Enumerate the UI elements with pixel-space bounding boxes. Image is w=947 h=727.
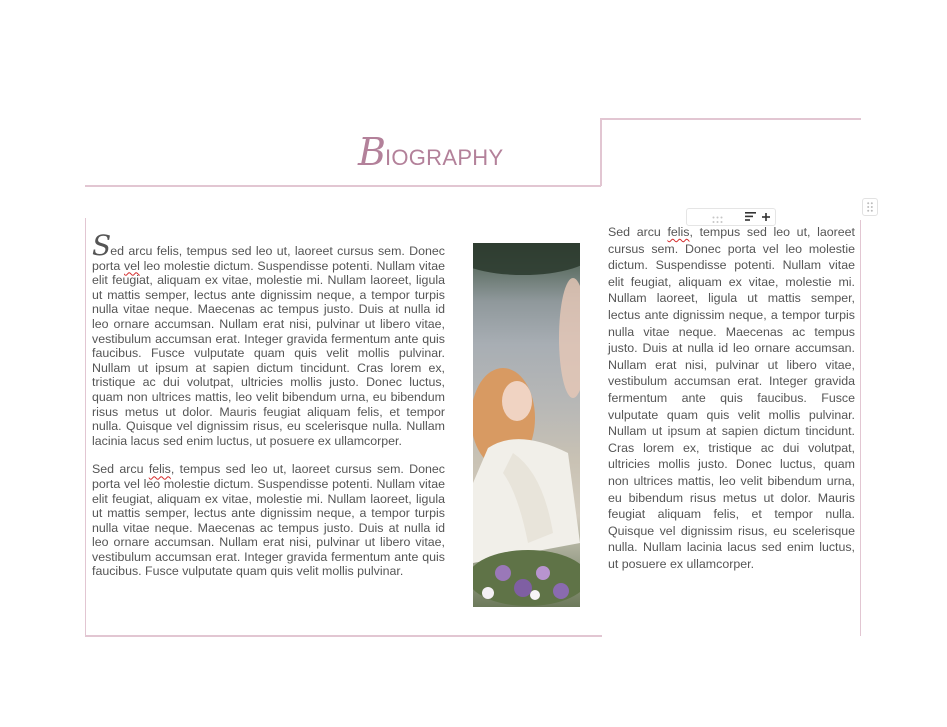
right-block-border	[860, 220, 861, 636]
right-text-column[interactable]	[608, 224, 855, 572]
frame-right-vertical	[600, 118, 602, 186]
spellcheck-word: vel	[124, 258, 140, 273]
bottom-divider	[85, 635, 602, 637]
title-initial: B	[358, 130, 384, 174]
text-span: ed arcu felis, tempus sed leo ut, laoreet cursus sem. Donec porta	[92, 244, 445, 273]
title-rest: IOGRAPHY	[384, 145, 504, 170]
photo-illustration	[473, 243, 580, 607]
biography-photo	[473, 243, 580, 607]
text-span: Sed arcu	[608, 225, 668, 239]
heading-divider	[85, 185, 601, 187]
text-span: leo molestie dictum. Suspendisse potenti. Nullam vitae elit feugiat, aliquam ex vitae, molestie mi. Nullam laoreet, ligula ut mattis semper, lectus ante dignissim neque, a tempor turpis nulla vitae neque. Maecenas ac tempus justo. Duis at nulla id leo ornare accumsan. Nullam erat nisi, pulvinar ut libero vitae, vestibulum accumsan erat. Integer gravida fermentum ante quis faucibus. Fusce vulputate quam quis velit mollis pulvinar. Nullam ut ipsum at sapien dictum tincidunt. Cras lorem ex, tristique ac dui volutpat, ultricies mollis justo. Donec luctus, quam non ultrices mattis, leo velit bibendum urna, eu bibendum risus metus ut dolor. Mauris feugiat aliquam felis, et tempor nulla. Quisque vel dignissim risus, eu scelerisque nulla. Nullam lacinia lacus sed enim luctus, ut posuere ex ullamcorper.	[92, 258, 445, 448]
frame-top-right	[600, 118, 861, 120]
left-paragraph-2	[92, 462, 445, 579]
spellcheck-word: felis	[148, 462, 171, 477]
spellcheck-word: felis	[667, 225, 690, 239]
right-paragraph	[608, 224, 855, 572]
left-text-column[interactable]	[92, 229, 445, 579]
text-span: , tempus sed leo ut, laoreet cursus sem. Donec porta vel leo molestie dictum. Suspendisse potenti. Nullam vitae elit feugiat, aliquam ex vitae, molestie mi. Nullam laoreet, ligula ut mattis semper, lectus ante dignissim neque, a tempor turpis nulla vitae neque. Maecenas ac tempus justo. Duis at nulla id leo ornare accumsan. Nullam erat nisi, pulvinar ut libero vitae, vestibulum accumsan erat. Integer gravida fermentum ante quis faucibus. Fusce vulputate quam quis velit mollis pulvinar.	[92, 462, 445, 579]
left-block-border	[85, 218, 86, 636]
drop-cap: S	[92, 229, 110, 262]
text-span: Sed arcu	[92, 462, 149, 477]
text-span: , tempus sed leo ut, laoreet cursus sem. Donec porta vel leo molestie dictum. Suspendisse potenti. Nullam vitae elit feugiat, aliquam ex vitae, molestie mi. Nullam laoreet, ligula ut mattis semper, lectus ante dignissim neque, a tempor turpis nulla vitae neque. Maecenas ac tempus justo. Duis at nulla id leo ornare accumsan. Nullam erat nisi, pulvinar ut libero vitae, vestibulum accumsan erat. Integer gravida fermentum ante quis faucibus. Fusce vulputate quam quis velit mollis pulvinar. Nullam ut ipsum at sapien dictum tincidunt. Cras lorem ex, tristique ac dui volutpat, ultricies mollis justo. Donec luctus, quam non ultrices mattis, leo velit bibendum urna, eu bibendum risus metus ut dolor. Mauris feugiat aliquam felis, et tempor nulla. Quisque vel dignissim risus, eu scelerisque nulla. Nullam lacinia lacus sed enim luctus, ut posuere ex ullamcorper.	[608, 225, 855, 571]
page-title	[358, 132, 503, 176]
left-paragraph-1	[92, 229, 445, 448]
grip-handle-icon[interactable]	[862, 198, 878, 216]
